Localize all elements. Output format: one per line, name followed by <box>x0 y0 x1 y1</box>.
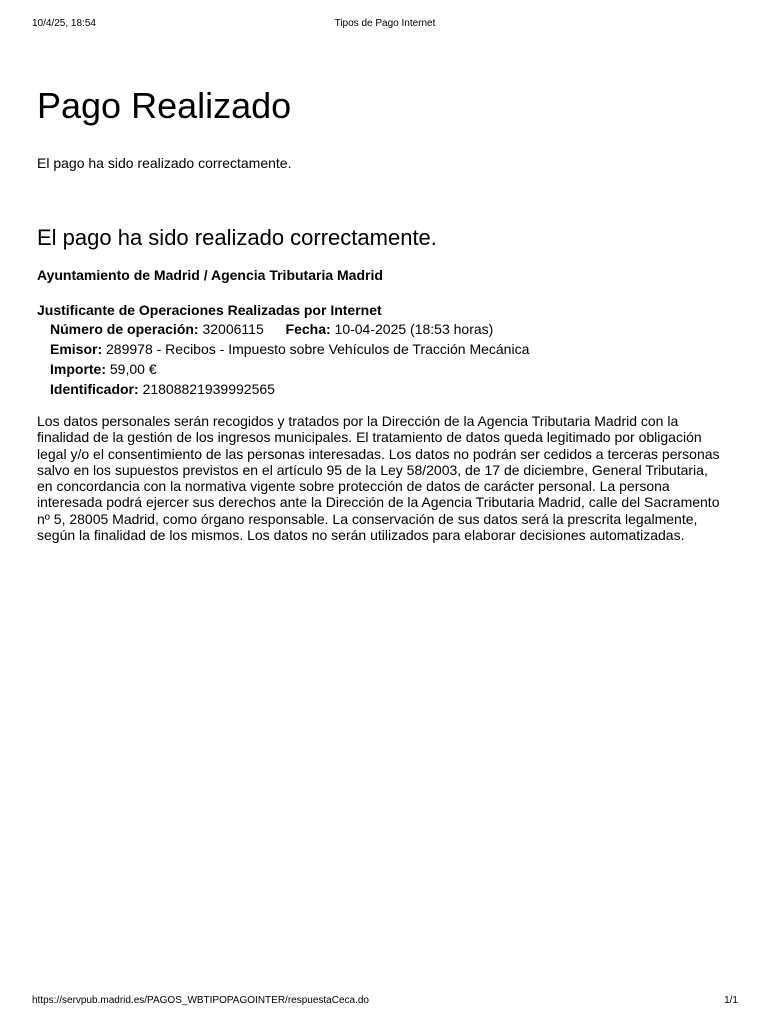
privacy-notice: Los datos personales serán recogidos y tratados por la Dirección de la Agencia Tributaria Madrid con la finalidad de la gestión de los ingresos municipales. El tratamiento de datos queda legitimado por obligación legal y/o el consentimiento de las personas interesadas. Los datos no podrán ser cedidos a terceras personas salvo en los supuestos previstos en el artículo 95 de la Ley 58/2003, de 17 de diciembre, General Tributaria, en concordancia con la normativa vigente sobre protección de datos de carácter personal. La persona interesada podrá ejercer sus derechos ante la Dirección de la Agencia Tributaria Madrid, calle del Sacramento nº 5, 28005 Madrid, como órgano responsable. La conservación de sus datos será la prescrita legalmente, según la finalidad de los mismos. Los datos no serán utilizados para elaborar decisiones automatizadas. <box>37 413 720 544</box>
issuer-label: Emisor: <box>50 341 103 357</box>
print-document-title: Tipos de Pago Internet <box>334 18 436 29</box>
operation-row <box>50 319 737 339</box>
date-label: Fecha: <box>285 321 331 337</box>
page-title: Pago Realizado <box>37 85 292 126</box>
page-url: https://servpub.madrid.es/PAGOS_WBTIPOPAGOINTER/respuestaCeca.do <box>32 995 369 1006</box>
identifier-label: Identificador: <box>50 381 139 397</box>
identifier-row <box>50 379 737 399</box>
intro-message: El pago ha sido realizado correctamente. <box>37 155 292 171</box>
print-header <box>32 17 738 31</box>
operation-number-value: 32006115 <box>202 321 264 337</box>
success-subtitle: El pago ha sido realizado correctamente. <box>37 225 437 250</box>
receipt-title: Justificante de Operaciones Realizadas por Internet <box>37 302 382 318</box>
date-value: 10-04-2025 (18:53 horas) <box>334 321 494 337</box>
identifier-value: 21808821939992565 <box>142 381 275 397</box>
issuer-value: 289978 - Recibos - Impuesto sobre Vehículos de Tracción Mecánica <box>106 341 530 357</box>
print-datetime: 10/4/25, 18:54 <box>32 18 96 29</box>
entity-name: Ayuntamiento de Madrid / Agencia Tributaria Madrid <box>37 267 383 283</box>
receipt-details <box>50 319 737 399</box>
print-footer <box>32 994 738 1008</box>
main-content <box>37 84 737 543</box>
issuer-row <box>50 339 737 359</box>
operation-number-label: Número de operación: <box>50 321 199 337</box>
amount-value: 59,00 € <box>109 361 157 377</box>
amount-row <box>50 359 737 379</box>
amount-label: Importe: <box>50 361 106 377</box>
page-number: 1/1 <box>724 995 738 1006</box>
